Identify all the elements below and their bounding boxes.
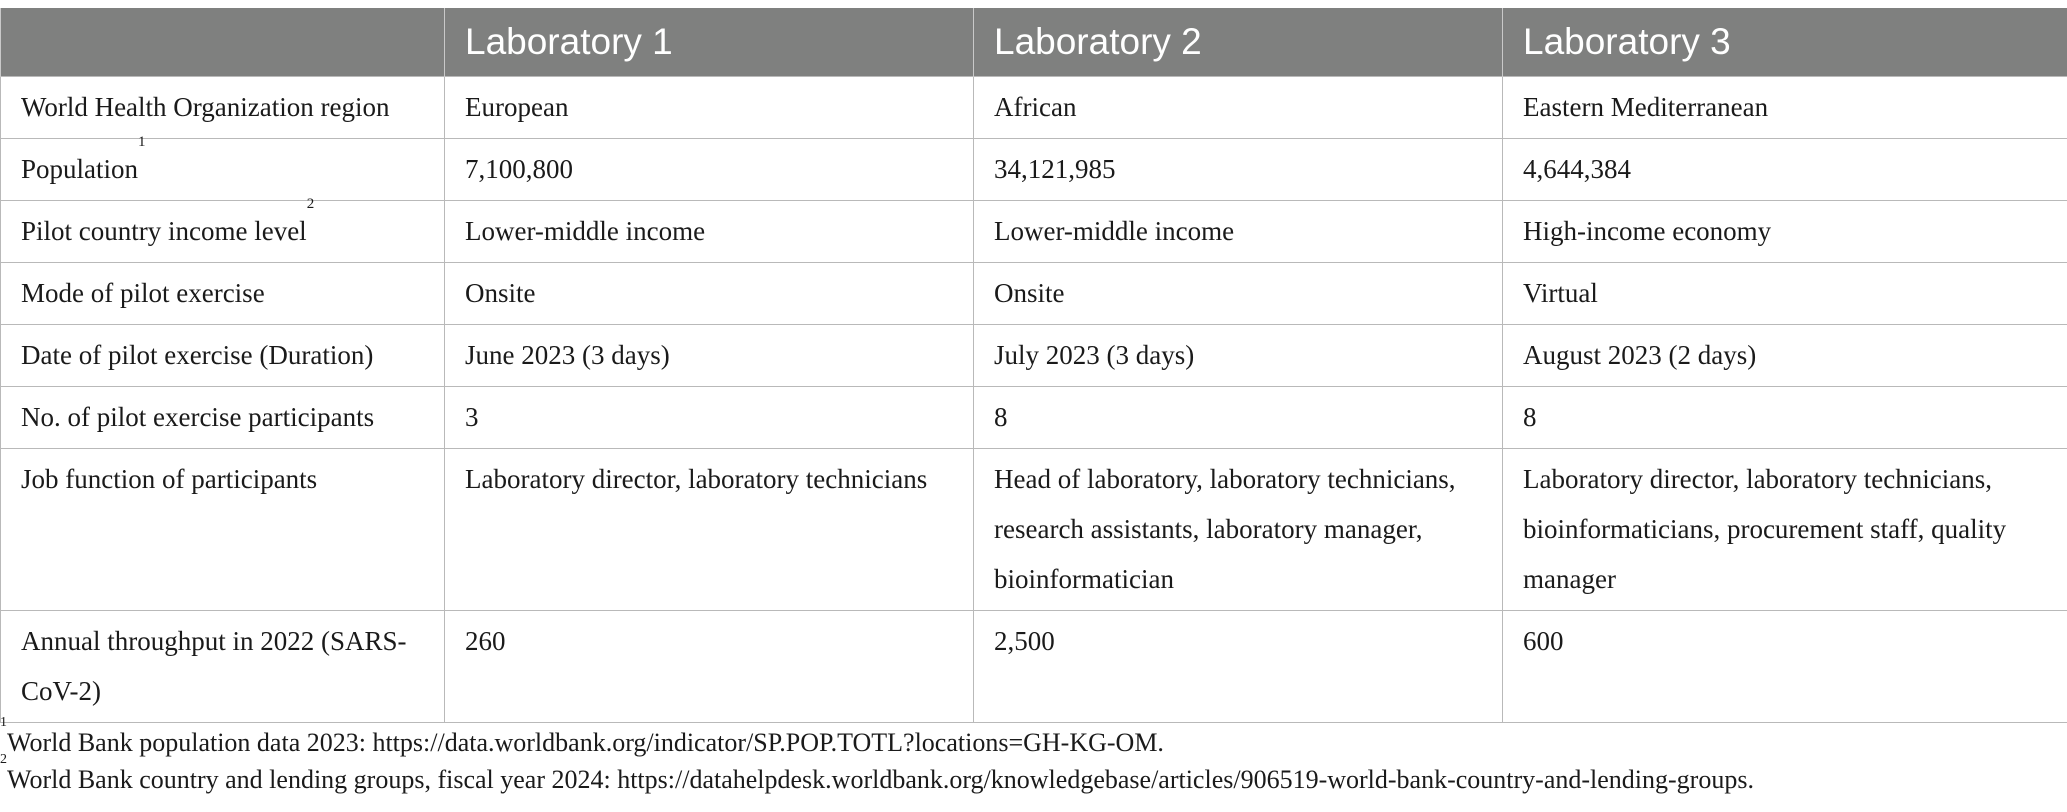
table-cell: 600 xyxy=(1503,611,2067,723)
row-label: No. of pilot exercise participants xyxy=(1,387,445,449)
table-cell: Virtual xyxy=(1503,263,2067,325)
footnote-mark: 2 xyxy=(0,752,7,767)
table-cell: 34,121,985 xyxy=(974,139,1503,201)
table-row xyxy=(1,139,2067,201)
header-row xyxy=(1,8,2067,77)
footnote-text: World Bank population data 2023: https://data.worldbank.org/indicator/SP.POP.TOTL?locations=GH-KG-OM. xyxy=(7,728,1164,757)
table-cell: 3 xyxy=(445,387,974,449)
row-label: World Health Organization region xyxy=(1,77,445,139)
table-cell: June 2023 (3 days) xyxy=(445,325,974,387)
row-label: Mode of pilot exercise xyxy=(1,263,445,325)
footnote-mark: 1 xyxy=(138,134,146,150)
row-label: Date of pilot exercise (Duration) xyxy=(1,325,445,387)
table-cell: July 2023 (3 days) xyxy=(974,325,1503,387)
table-cell: High-income economy xyxy=(1503,201,2067,263)
row-label: Pilot country income level$^2$ xyxy=(1,201,445,263)
table-row xyxy=(1,77,2067,139)
table-cell: Laboratory director, laboratory technicians, bioinformaticians, procurement staff, quality manager xyxy=(1503,449,2067,611)
laboratory-comparison-table xyxy=(0,8,2067,723)
header-cell-empty xyxy=(1,8,445,77)
header-cell-laboratory-2: Laboratory 2 xyxy=(974,8,1503,77)
footnotes xyxy=(0,715,2067,798)
header-cell-laboratory-1: Laboratory 1 xyxy=(445,8,974,77)
table-cell: Lower-middle income xyxy=(974,201,1503,263)
row-label: Annual throughput in 2022 (SARS-CoV-2) xyxy=(1,611,445,723)
table-cell: European xyxy=(445,77,974,139)
footnote-text: World Bank country and lending groups, fiscal year 2024: https://datahelpdesk.worldbank.org/knowledgebase/articles/906519-world-bank-country-and-lending-groups. xyxy=(7,765,1754,794)
table-cell: 260 xyxy=(445,611,974,723)
table-cell: Eastern Mediterranean xyxy=(1503,77,2067,139)
comparison-table-container xyxy=(0,8,2067,723)
table-cell: Laboratory director, laboratory technicians xyxy=(445,449,974,611)
table-row xyxy=(1,387,2067,449)
footnote-mark: 2 xyxy=(306,196,315,212)
footnote-mark: 1 xyxy=(0,715,7,730)
table-cell: African xyxy=(974,77,1503,139)
table-row xyxy=(1,449,2067,611)
table-row xyxy=(1,263,2067,325)
table-cell: August 2023 (2 days) xyxy=(1503,325,2067,387)
table-cell: Lower-middle income xyxy=(445,201,974,263)
table-cell: 2,500 xyxy=(974,611,1503,723)
table-cell: 8 xyxy=(974,387,1503,449)
table-cell: 7,100,800 xyxy=(445,139,974,201)
table-cell: Head of laboratory, laboratory technicians, research assistants, laboratory manager, bioinformatician xyxy=(974,449,1503,611)
table-row xyxy=(1,201,2067,263)
footnote-2 xyxy=(0,752,2067,798)
table-cell: 8 xyxy=(1503,387,2067,449)
footnote-1 xyxy=(0,715,2067,761)
row-label: Job function of participants xyxy=(1,449,445,611)
header-cell-laboratory-3: Laboratory 3 xyxy=(1503,8,2067,77)
table-cell: Onsite xyxy=(974,263,1503,325)
table-cell: Onsite xyxy=(445,263,974,325)
table-row xyxy=(1,611,2067,723)
table-cell: 4,644,384 xyxy=(1503,139,2067,201)
row-label: Population$^1$ xyxy=(1,139,445,201)
table-row xyxy=(1,325,2067,387)
